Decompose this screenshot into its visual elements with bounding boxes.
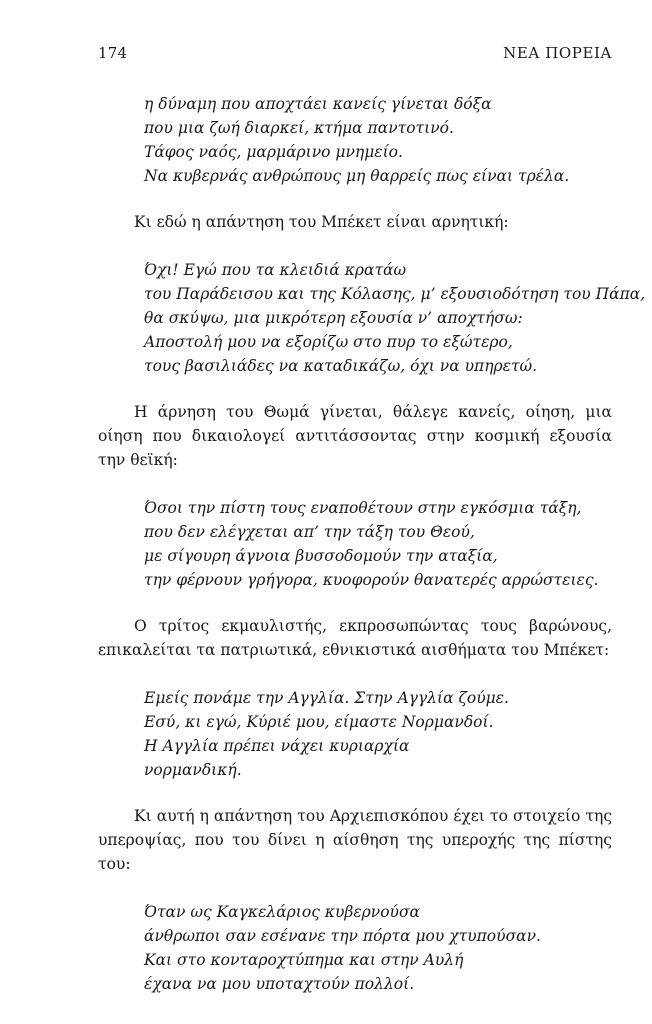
verse-line: που μια ζωή διαρκεί, κτήμα παντοτινό. <box>144 119 454 137</box>
verse-line: θα σκύψω, μια μικρότερη εξουσία ν’ αποχτήσω: <box>144 309 523 327</box>
verse-line: έχανα να μου υποταχτούν πολλοί. <box>144 975 415 993</box>
verse-stanza-4 <box>144 686 612 782</box>
verse-line: Εμείς πονάμε την Αγγλία. Στην Αγγλία ζούμε. <box>144 689 509 707</box>
verse-stanza-2 <box>144 258 646 378</box>
verse-line: την φέρνουν γρήγορα, κυοφορούν θανατερές αρρώστειες. <box>144 571 599 589</box>
page-number: 174 <box>98 44 128 62</box>
verse-line: Εσύ, κι εγώ, Κύριέ μου, είμαστε Νορμανδοί. <box>144 713 494 731</box>
verse-line: Όχι! Εγώ που τα κλειδιά κρατάω <box>144 261 407 279</box>
paragraph-4: Κι αυτή η απάντηση του Αρχιεπισκόπου έχει το στοιχείο της υπεροψίας, που του δίνει η αίσθηση της υπεροχής της πίστης του: <box>98 807 612 873</box>
verse-line: η δύναμη που αποχτάει κανείς γίνεται δόξα <box>144 95 492 113</box>
verse-stanza-1 <box>144 92 612 188</box>
running-head <box>98 44 612 62</box>
verse-line: Όταν ως Καγκελάριος κυβερνούσα <box>144 903 421 921</box>
verse-line: Αποστολή μου να εξορίζω στο πυρ το εξώτερο, <box>144 333 513 351</box>
running-title: ΝΕΑ ΠΟΡΕΙΑ <box>503 44 612 62</box>
verse-stanza-5 <box>144 900 612 996</box>
verse-stanza-3 <box>144 496 612 592</box>
page-body <box>98 92 646 996</box>
verse-line: Τάφος ναός, μαρμάρινο μνημείο. <box>144 143 403 161</box>
paragraph-3: Ο τρίτος εκμαυλιστής, εκπροσωπώντας τους βαρώνους, επικαλείται τα πατριωτικά, εθνικιστικά αισθήματα του Μπέκετ: <box>98 617 612 659</box>
verse-line: τους βασιλιάδες να καταδικάζω, όχι να υπηρετώ. <box>144 357 538 375</box>
verse-line: Όσοι την πίστη τους εναποθέτουν στην εγκόσμια τάξη, <box>144 499 582 517</box>
verse-line: που δεν ελέγχεται απ’ την τάξη του Θεού, <box>144 523 475 541</box>
verse-line: νορμανδική. <box>144 761 242 779</box>
verse-line: Η Αγγλία πρέπει νάχει κυριαρχία <box>144 737 410 755</box>
verse-line: Να κυβερνάς ανθρώπους μη θαρρείς πως είναι τρέλα. <box>144 167 570 185</box>
verse-line: με σίγουρη άγνοια βυσσοδομούν την αταξία, <box>144 547 498 565</box>
verse-line: άνθρωποι σαν εσένανε την πόρτα μου χτυπούσαν. <box>144 927 541 945</box>
verse-line: Και στο κονταροχτύπημα και στην Αυλή <box>144 951 464 969</box>
paragraph-1: Κι εδώ η απάντηση του Μπέκετ είναι αρνητική: <box>134 213 509 231</box>
paragraph-2: Η άρνηση του Θωμά γίνεται, θάλεγε κανείς, οίηση, μια οίηση που δικαιολογεί αντιτάσσοντας στην κοσμική εξουσία την θεϊκή: <box>98 403 612 469</box>
verse-line: του Παράδεισου και της Κόλασης, μ’ εξουσιοδότηση του Πάπα, <box>144 285 646 303</box>
